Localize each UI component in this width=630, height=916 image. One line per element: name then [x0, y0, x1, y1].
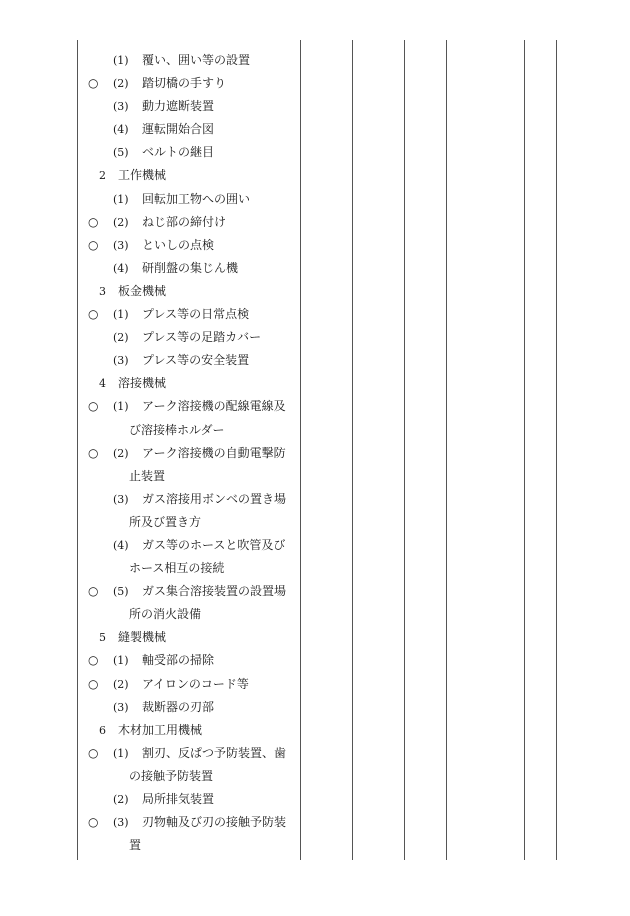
list-item-continuation [0, 557, 300, 580]
list-item-continuation [0, 765, 300, 788]
table-column-divider [300, 40, 301, 860]
item-number: (3) [113, 238, 129, 252]
item-text: 板金機械 [118, 283, 167, 298]
item-text: 置 [129, 838, 142, 853]
item-text: 覆い、囲い等の設置 [142, 53, 251, 67]
item-text: ガス等のホースと吹管及び [142, 537, 286, 552]
check-mark: ○ [88, 653, 99, 668]
item-number: (4) [113, 261, 129, 275]
check-mark: ○ [88, 307, 99, 322]
item-text: アイロンのコード等 [142, 676, 249, 691]
item-number: (2) [113, 215, 129, 229]
list-item [0, 234, 300, 257]
list-item [0, 742, 300, 765]
list-item [0, 395, 300, 418]
list-item [0, 95, 300, 118]
table-column-divider [446, 40, 447, 860]
item-text: といしの点検 [142, 237, 215, 252]
item-number: (1) [113, 746, 129, 760]
table-column-divider [352, 40, 353, 860]
list-item-continuation [0, 465, 300, 488]
list-item [0, 303, 300, 326]
item-number: 2 [99, 169, 106, 183]
item-text: アーク溶接機の自動電撃防 [142, 445, 286, 460]
item-number: (5) [113, 585, 129, 599]
item-number: 5 [99, 631, 106, 645]
item-text: プレス等の安全装置 [142, 353, 250, 368]
item-number: (3) [113, 492, 129, 506]
item-text: 工作機械 [118, 168, 167, 183]
list-item-continuation [0, 511, 300, 534]
list-item [0, 673, 300, 696]
item-number: (1) [113, 192, 129, 206]
item-number: (1) [113, 54, 129, 67]
list-item [0, 118, 300, 141]
check-mark: ○ [88, 399, 99, 414]
item-text: 裁断器の刃部 [142, 699, 215, 714]
item-number: (2) [113, 331, 129, 345]
list-item [0, 696, 300, 719]
section-heading [0, 719, 300, 742]
item-number: (2) [113, 677, 129, 691]
list-item [0, 141, 300, 164]
item-text: 動力遮断装置 [142, 99, 215, 114]
list-item [0, 211, 300, 234]
list-item [0, 788, 300, 811]
section-heading [0, 164, 300, 187]
item-number: (3) [113, 354, 129, 368]
item-text: 運転開始合図 [142, 122, 215, 137]
list-item [0, 580, 300, 603]
list-item [0, 488, 300, 511]
item-text: 回転加工物への囲い [142, 191, 251, 206]
item-text: 木材加工用機械 [118, 722, 203, 737]
list-item [0, 534, 300, 557]
list-item-continuation [0, 834, 300, 857]
check-mark: ○ [88, 815, 99, 830]
section-heading [0, 280, 300, 303]
item-text: 研削盤の集じん機 [142, 260, 239, 275]
item-number: 6 [99, 723, 106, 737]
item-number: (3) [113, 700, 129, 714]
item-text: アーク溶接機の配線電線及 [142, 399, 286, 414]
item-number: (2) [113, 793, 129, 806]
item-number: (4) [113, 538, 129, 552]
item-number: 4 [99, 377, 106, 391]
item-number: (1) [113, 308, 129, 322]
list-item [0, 326, 300, 349]
item-text: ガス集合溶接装置の設置場 [142, 584, 287, 599]
check-mark: ○ [88, 676, 99, 691]
list-item [0, 649, 300, 672]
check-mark: ○ [88, 745, 99, 760]
table-column-divider [524, 40, 525, 860]
item-number: (5) [113, 146, 129, 160]
section-heading [0, 372, 300, 395]
item-text: プレス等の日常点検 [142, 307, 250, 322]
item-text: 局所排気装置 [142, 792, 215, 806]
item-text: 所の消火設備 [129, 607, 202, 622]
item-text: 割刃、反ぱつ予防装置、歯 [142, 745, 287, 760]
table-column-divider [404, 40, 405, 860]
list-item [0, 188, 300, 211]
item-number: (1) [113, 654, 129, 668]
check-mark: ○ [88, 445, 99, 460]
check-mark: ○ [88, 214, 99, 229]
item-number: (2) [113, 77, 129, 91]
checklist-items [0, 49, 300, 857]
table-border-right [556, 40, 557, 860]
list-item [0, 72, 300, 95]
check-mark: ○ [88, 237, 99, 252]
list-item [0, 442, 300, 465]
item-number: (1) [113, 400, 129, 414]
list-item [0, 49, 300, 72]
section-heading [0, 626, 300, 649]
check-mark: ○ [88, 584, 99, 599]
item-text: 軸受部の掃除 [142, 653, 215, 668]
item-text: ガス溶接用ボンベの置き場 [142, 491, 287, 506]
list-item [0, 811, 300, 834]
item-text: の接触予防装置 [129, 768, 214, 783]
item-text: 溶接機械 [118, 376, 167, 391]
list-item-continuation [0, 419, 300, 442]
item-text: 止装置 [129, 468, 166, 483]
item-number: 3 [99, 284, 106, 298]
list-item [0, 257, 300, 280]
item-text: 縫製機械 [118, 630, 167, 645]
item-text: ベルトの継目 [142, 145, 215, 160]
item-number: (2) [113, 446, 129, 460]
item-text: び溶接棒ホルダー [129, 422, 225, 437]
item-text: プレス等の足踏カバー [142, 330, 262, 345]
item-text: 所及び置き方 [129, 514, 202, 529]
list-item [0, 349, 300, 372]
item-number: (3) [113, 100, 129, 114]
item-text: ホース相互の接続 [129, 561, 225, 576]
item-text: 刃物軸及び刃の接触予防装 [142, 815, 287, 830]
item-number: (3) [113, 816, 129, 830]
item-number: (4) [113, 123, 129, 137]
list-item-continuation [0, 603, 300, 626]
item-text: 踏切橋の手すり [142, 76, 227, 91]
item-text: ねじ部の締付け [142, 214, 227, 229]
check-mark: ○ [88, 76, 99, 91]
